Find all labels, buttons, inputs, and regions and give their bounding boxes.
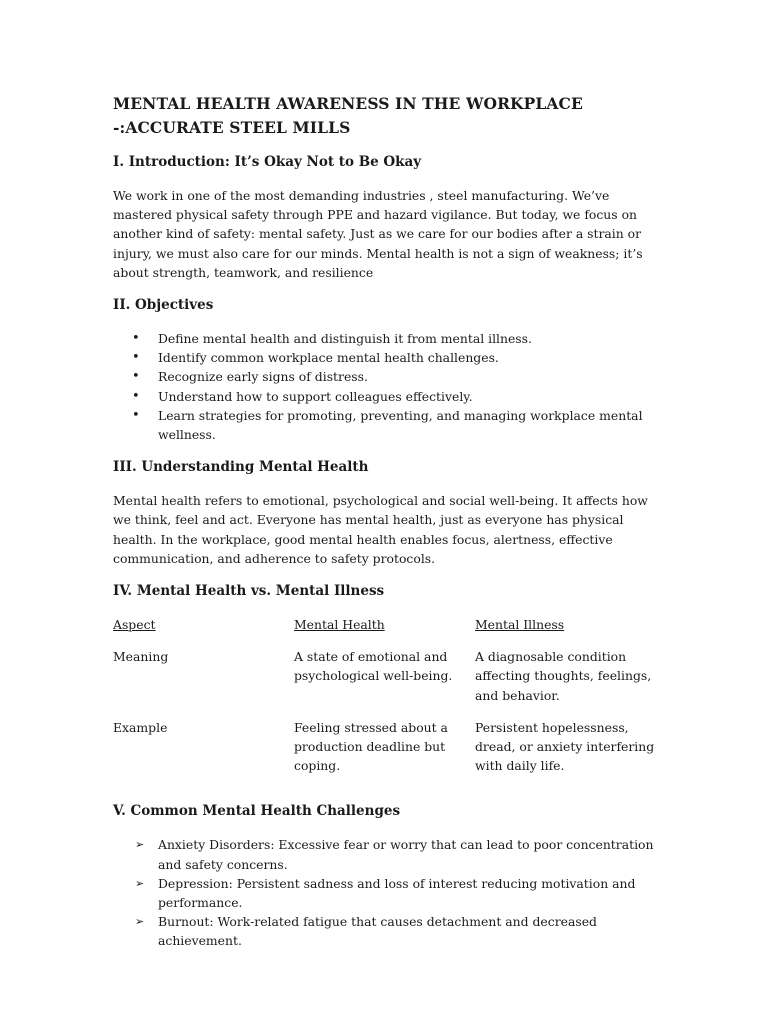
understanding-paragraph: Mental health refers to emotional, psychological and social well-being. It affects how we think, feel and act. Everyone has mental health, just as everyone has physical health. In the workplace, good mental health enables focus, alertness, effective communication, and adherence to safety protocols. — [113, 493, 648, 566]
list-item — [113, 406, 658, 444]
list-item — [113, 874, 658, 912]
column-header-aspect: Aspect — [113, 617, 156, 633]
section-heading-comparison: IV. Mental Health vs. Mental Illness — [113, 583, 385, 600]
bullet-icon: • — [132, 331, 140, 347]
challenges-list — [113, 835, 658, 950]
section-heading-understanding: III. Understanding Mental Health — [113, 459, 369, 476]
table-cell: Feeling stressed about a production deadline but coping. — [294, 719, 448, 774]
table-row — [113, 647, 658, 718]
table-cell: Meaning — [113, 649, 169, 665]
section-heading-challenges: V. Common Mental Health Challenges — [113, 803, 401, 820]
list-item — [113, 387, 658, 406]
comparison-table — [113, 615, 658, 788]
bullet-icon: • — [132, 350, 140, 366]
list-item — [113, 367, 658, 386]
list-item — [113, 835, 658, 873]
list-item — [113, 329, 658, 348]
table-header-row — [113, 615, 658, 647]
list-item — [113, 912, 658, 950]
list-item-text: Define mental health and distinguish it from mental illness. — [158, 331, 532, 347]
arrow-bullet-icon: ➢ — [135, 876, 145, 890]
list-item-text: Anxiety Disorders: Excessive fear or worry that can lead to poor concentration and safety concerns. — [158, 837, 654, 872]
bullet-icon: • — [132, 369, 140, 385]
arrow-bullet-icon: ➢ — [135, 915, 145, 929]
document-page — [113, 92, 658, 965]
list-item-text: Burnout: Work-related fatigue that causes detachment and decreased achievement. — [158, 914, 597, 949]
document-title: MENTAL HEALTH AWARENESS IN THE WORKPLACE -:ACCURATE STEEL MILLS — [113, 94, 583, 137]
bullet-icon: • — [132, 407, 140, 423]
list-item — [113, 348, 658, 367]
bullet-icon: • — [132, 388, 140, 404]
section-heading-introduction: I. Introduction: It’s Okay Not to Be Okay — [113, 154, 422, 170]
section-heading-objectives: II. Objectives — [113, 297, 214, 314]
table-cell: Persistent hopelessness, dread, or anxiety interfering with daily life. — [475, 719, 655, 774]
list-item-text: Recognize early signs of distress. — [158, 369, 368, 385]
introduction-paragraph: We work in one of the most demanding industries , steel manufacturing. We’ve mastered physical safety through PPE and hazard vigilance. But today, we focus on another kind of safety: mental safety. Just as we care for our bodies after a strain or injury, we must also care for our minds. Mental health is not a sign of weakness; it’s about strength, teamwork, and resilience — [113, 188, 643, 280]
column-header-mental-illness: Mental Illness — [475, 617, 565, 633]
list-item-text: Learn strategies for promoting, preventing, and managing workplace mental wellness. — [158, 407, 643, 443]
table-cell: Example — [113, 719, 168, 735]
list-item-text: Understand how to support colleagues effectively. — [158, 388, 473, 404]
column-header-mental-health: Mental Health — [294, 617, 385, 633]
table-cell: A state of emotional and psychological well-being. — [294, 649, 453, 684]
objectives-list — [113, 329, 658, 444]
table-row — [113, 718, 658, 789]
arrow-bullet-icon: ➢ — [135, 838, 145, 852]
list-item-text: Identify common workplace mental health challenges. — [158, 350, 499, 366]
list-item-text: Depression: Persistent sadness and loss of interest reducing motivation and performance. — [158, 875, 636, 911]
table-cell: A diagnosable condition affecting thoughts, feelings, and behavior. — [475, 649, 652, 703]
